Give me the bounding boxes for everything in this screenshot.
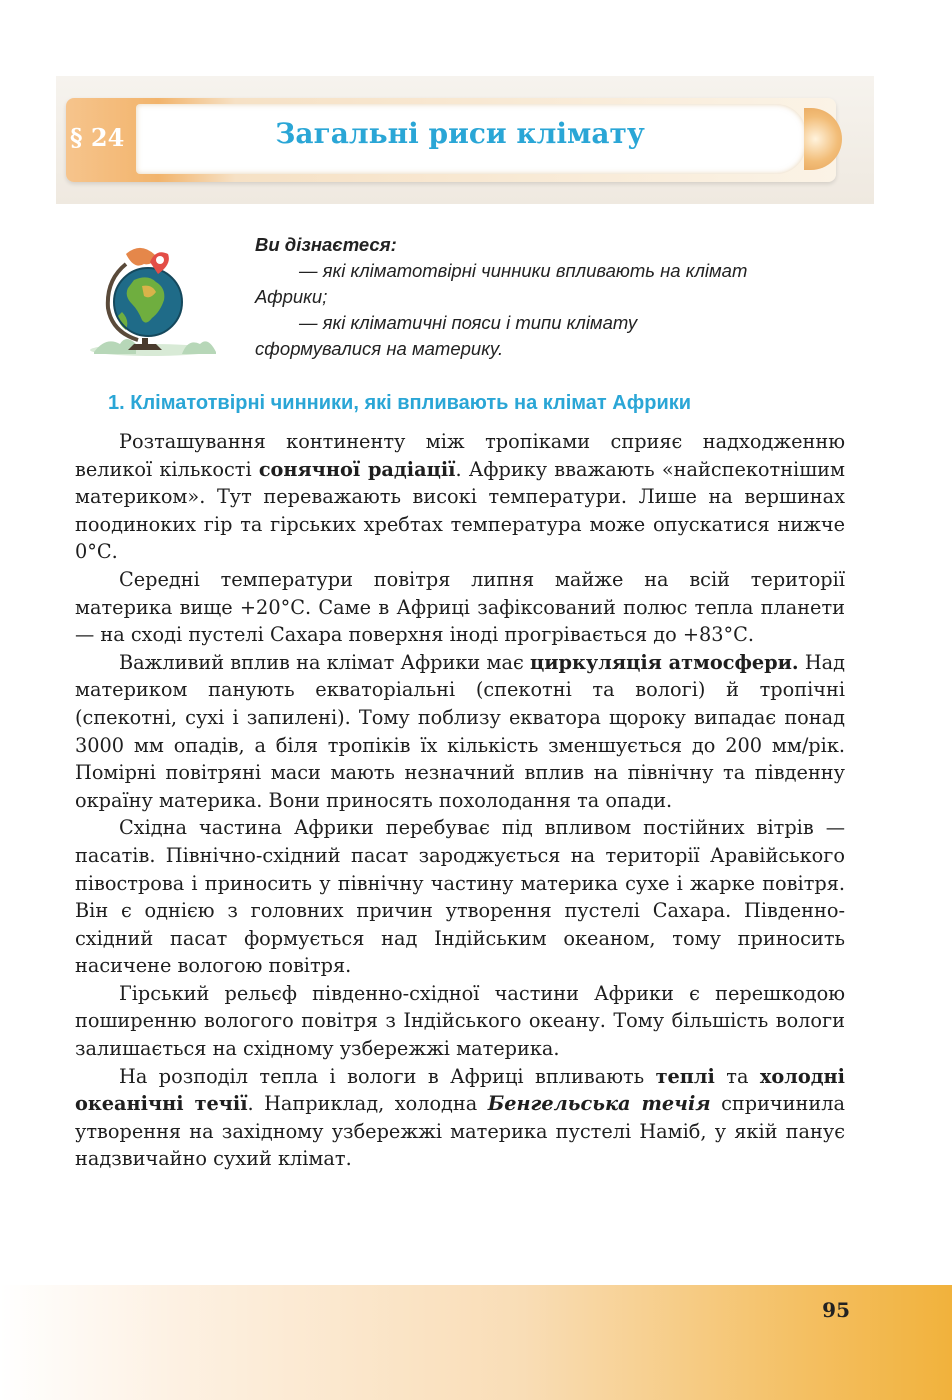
- term-atmospheric-circulation: циркуляція атмосфери.: [529, 650, 799, 674]
- paragraph-6: [75, 1063, 845, 1173]
- term-benguela-current: Бенгельська течія: [487, 1092, 711, 1116]
- term-warm: теплі: [655, 1064, 715, 1088]
- paragraph-1-text-a: Розташування континенту між тропіками сприяє надходженню великої кількості: [75, 430, 845, 481]
- paragraph-3-text-a: Важливий вплив на клімат Африки має: [119, 650, 530, 674]
- paragraph-1: [75, 428, 845, 566]
- learn-heading: Ви дізнаєтеся:: [255, 234, 397, 255]
- learn-item-1-line-2: Африки;: [255, 286, 328, 307]
- paragraph-6-text-d: спричинила утворення на західному узбережжі материка пустелі Наміб, у якій панує надзвичайно сухий клімат.: [75, 1092, 845, 1171]
- paragraph-4: Східна частина Африки перебуває під впливом постійних вітрів — пасатів. Північно-східний пасат зароджується на території Аравійського півострова і приносить у північну частину материка сухе і жарке повітря. Він є однією з головних причин утворення пустелі Сахара. Південно-східний пасат формується над Індійським океаном, тому приносить насичене вологою повітря.: [75, 816, 845, 978]
- term-cold-ocean-currents: холодні океанічні течії: [75, 1064, 845, 1116]
- paragraph-2: Середні температури повітря липня майже на всій території материка вище +20°С. Саме в Африці зафіксований полюс тепла планети — на сході пустелі Сахара поверхня іноді прогрівається до +83°С.: [75, 567, 845, 647]
- paragraph-6-text-a: На розподіл тепла і вологи в Африці впливають: [119, 1064, 656, 1088]
- body-text: [75, 428, 845, 1173]
- learn-item-2-line-2: сформувалися на материку.: [255, 338, 504, 359]
- paragraph-3: [75, 649, 845, 815]
- learn-box: [255, 232, 855, 362]
- paragraph-6-text-c: . Наприклад, холодна: [247, 1092, 488, 1116]
- globe-with-map-pin-icon: [86, 240, 220, 360]
- paragraph-number: § 24: [70, 123, 125, 152]
- learn-item-1-line-1: — які кліматотвірні чинники впливають на клімат: [299, 260, 748, 281]
- page-title: Загальні риси клімату: [275, 117, 645, 150]
- page-number: 95: [822, 1298, 850, 1322]
- paragraph-1-text-b: . Африку вважають «найспекотнішим материком». Тут переважають високі температури. Лише на вершинах поодиноких гір та гірських хребтах температура може опускатися нижче 0°С.: [75, 457, 845, 564]
- term-solar-radiation: сонячної радіації: [258, 457, 456, 481]
- learn-item-2-line-1: — які кліматичні пояси і типи клімату: [299, 312, 638, 333]
- subsection-heading: 1. Кліматотвірні чинники, які впливають на клімат Африки: [108, 392, 692, 414]
- paragraph-3-text-b: Над материком панують екваторіальні (спекотні та вологі) й тропічні (спекотні, сухі і запилені). Тому поблизу екватора щороку випадає понад 3000 мм опадів, а біля тропіків їх кількість зменшується до 200 мм/рік. Помірні повітряні маси мають незначний вплив на північну та південну окраїну материка. Вони приносять похолодання та опади.: [75, 650, 846, 812]
- paragraph-6-text-b: та: [714, 1064, 760, 1088]
- paragraph-5: Гірський рельєф південно-східної частини Африки є перешкодою поширенню вологого повітря з Індійського океану. Тому більшість вологи залишається на східному узбережжі материка.: [75, 981, 845, 1061]
